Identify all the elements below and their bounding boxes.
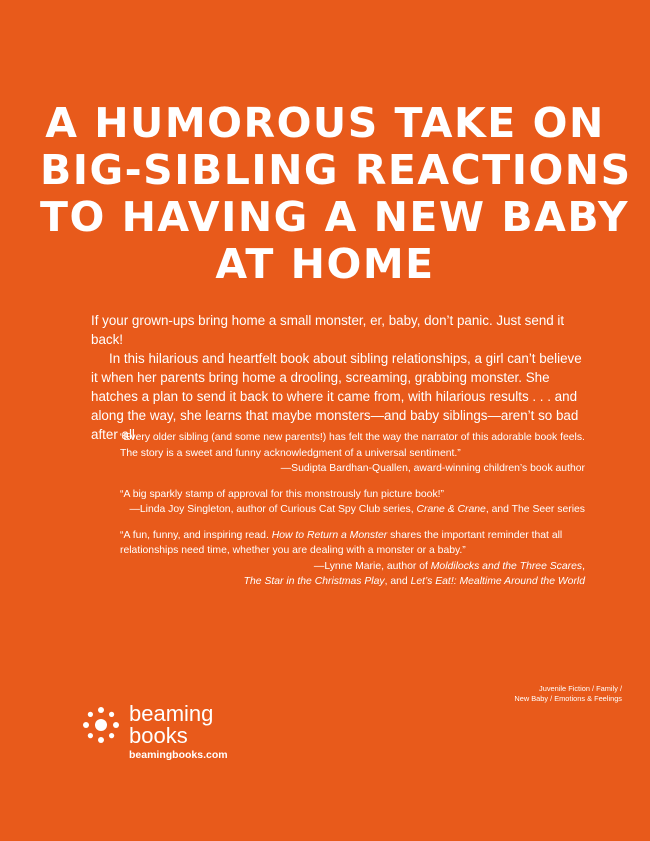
description-paragraph: In this hilarious and heartfelt book about sibling relationships, a girl can’t believe it when her parents bring home a drooling, screaming, grabbing monster. She hatches a plan to send it back to where it came from, with hilarious results . . . and along the way, she learns that maybe monsters—and baby siblings—aren’t so bad after all. [91, 351, 582, 442]
description-paragraph: If your grown-ups bring home a small monster, er, baby, don’t panic. Just send it back! [91, 313, 565, 347]
publisher-url[interactable]: beamingbooks.com [129, 749, 228, 761]
endorsements [120, 430, 585, 600]
attribution-text: —Linda Joy Singleton, author of Curious Cat Spy Club series, [129, 504, 417, 515]
attribution-book-title: Moldilocks and the Three Scares [430, 560, 583, 572]
category-line: New Baby / Emotions & Feelings [514, 694, 622, 703]
publisher-logo [81, 703, 228, 761]
endorsement-text-part: shares the important reminder that all relationships need time, whether you are dealing with a monster or a baby.” [120, 529, 563, 556]
endorsement [120, 528, 585, 590]
publisher-wordmark [129, 703, 228, 761]
publisher-name: books [129, 723, 188, 748]
attribution-text: , [582, 560, 585, 572]
headline-line: BIG-SIBLING REACTIONS [40, 146, 632, 194]
sunburst-icon [81, 705, 121, 745]
headline [40, 99, 632, 288]
endorsement [120, 430, 585, 477]
attribution-book-title: Crane & Crane [416, 504, 486, 515]
endorsement-attribution: —Sudipta Bardhan-Quallen, award-winning children’s book author [280, 463, 585, 474]
endorsement-text-part: “A fun, funny, and inspiring read. [120, 529, 272, 541]
attribution-book-title: The Star in the Christmas Play [243, 576, 385, 587]
endorsement-attribution [120, 559, 585, 590]
headline-line: TO HAVING A NEW BABY [40, 193, 630, 241]
endorsement-text [120, 528, 585, 559]
attribution-book-title: Let’s Eat!: Mealtime Around the World [410, 576, 585, 587]
headline-line: A HUMOROUS TAKE ON [45, 99, 605, 147]
attribution-text: —Lynne Marie, author of [313, 560, 431, 572]
category-label [470, 684, 622, 704]
endorsement-text: “A big sparkly stamp of approval for this monstrously fun picture book!” [120, 488, 444, 500]
endorsement [120, 487, 585, 518]
endorsement-book-title: How to Return a Monster [271, 529, 388, 541]
category-line: Juvenile Fiction / Family / [539, 684, 622, 693]
headline-line: AT HOME [215, 240, 435, 288]
book-description [91, 311, 591, 444]
endorsement-text: “Every older sibling (and some new parents!) has felt the way the narrator of this adorable book feels. The story is a sweet and funny acknowledgment of a universal sentiment.” [120, 432, 585, 459]
attribution-text: , and [384, 576, 411, 587]
attribution-text: , and The Seer series [485, 504, 585, 515]
endorsement-attribution [120, 502, 585, 518]
publisher-name: beaming [129, 701, 214, 726]
